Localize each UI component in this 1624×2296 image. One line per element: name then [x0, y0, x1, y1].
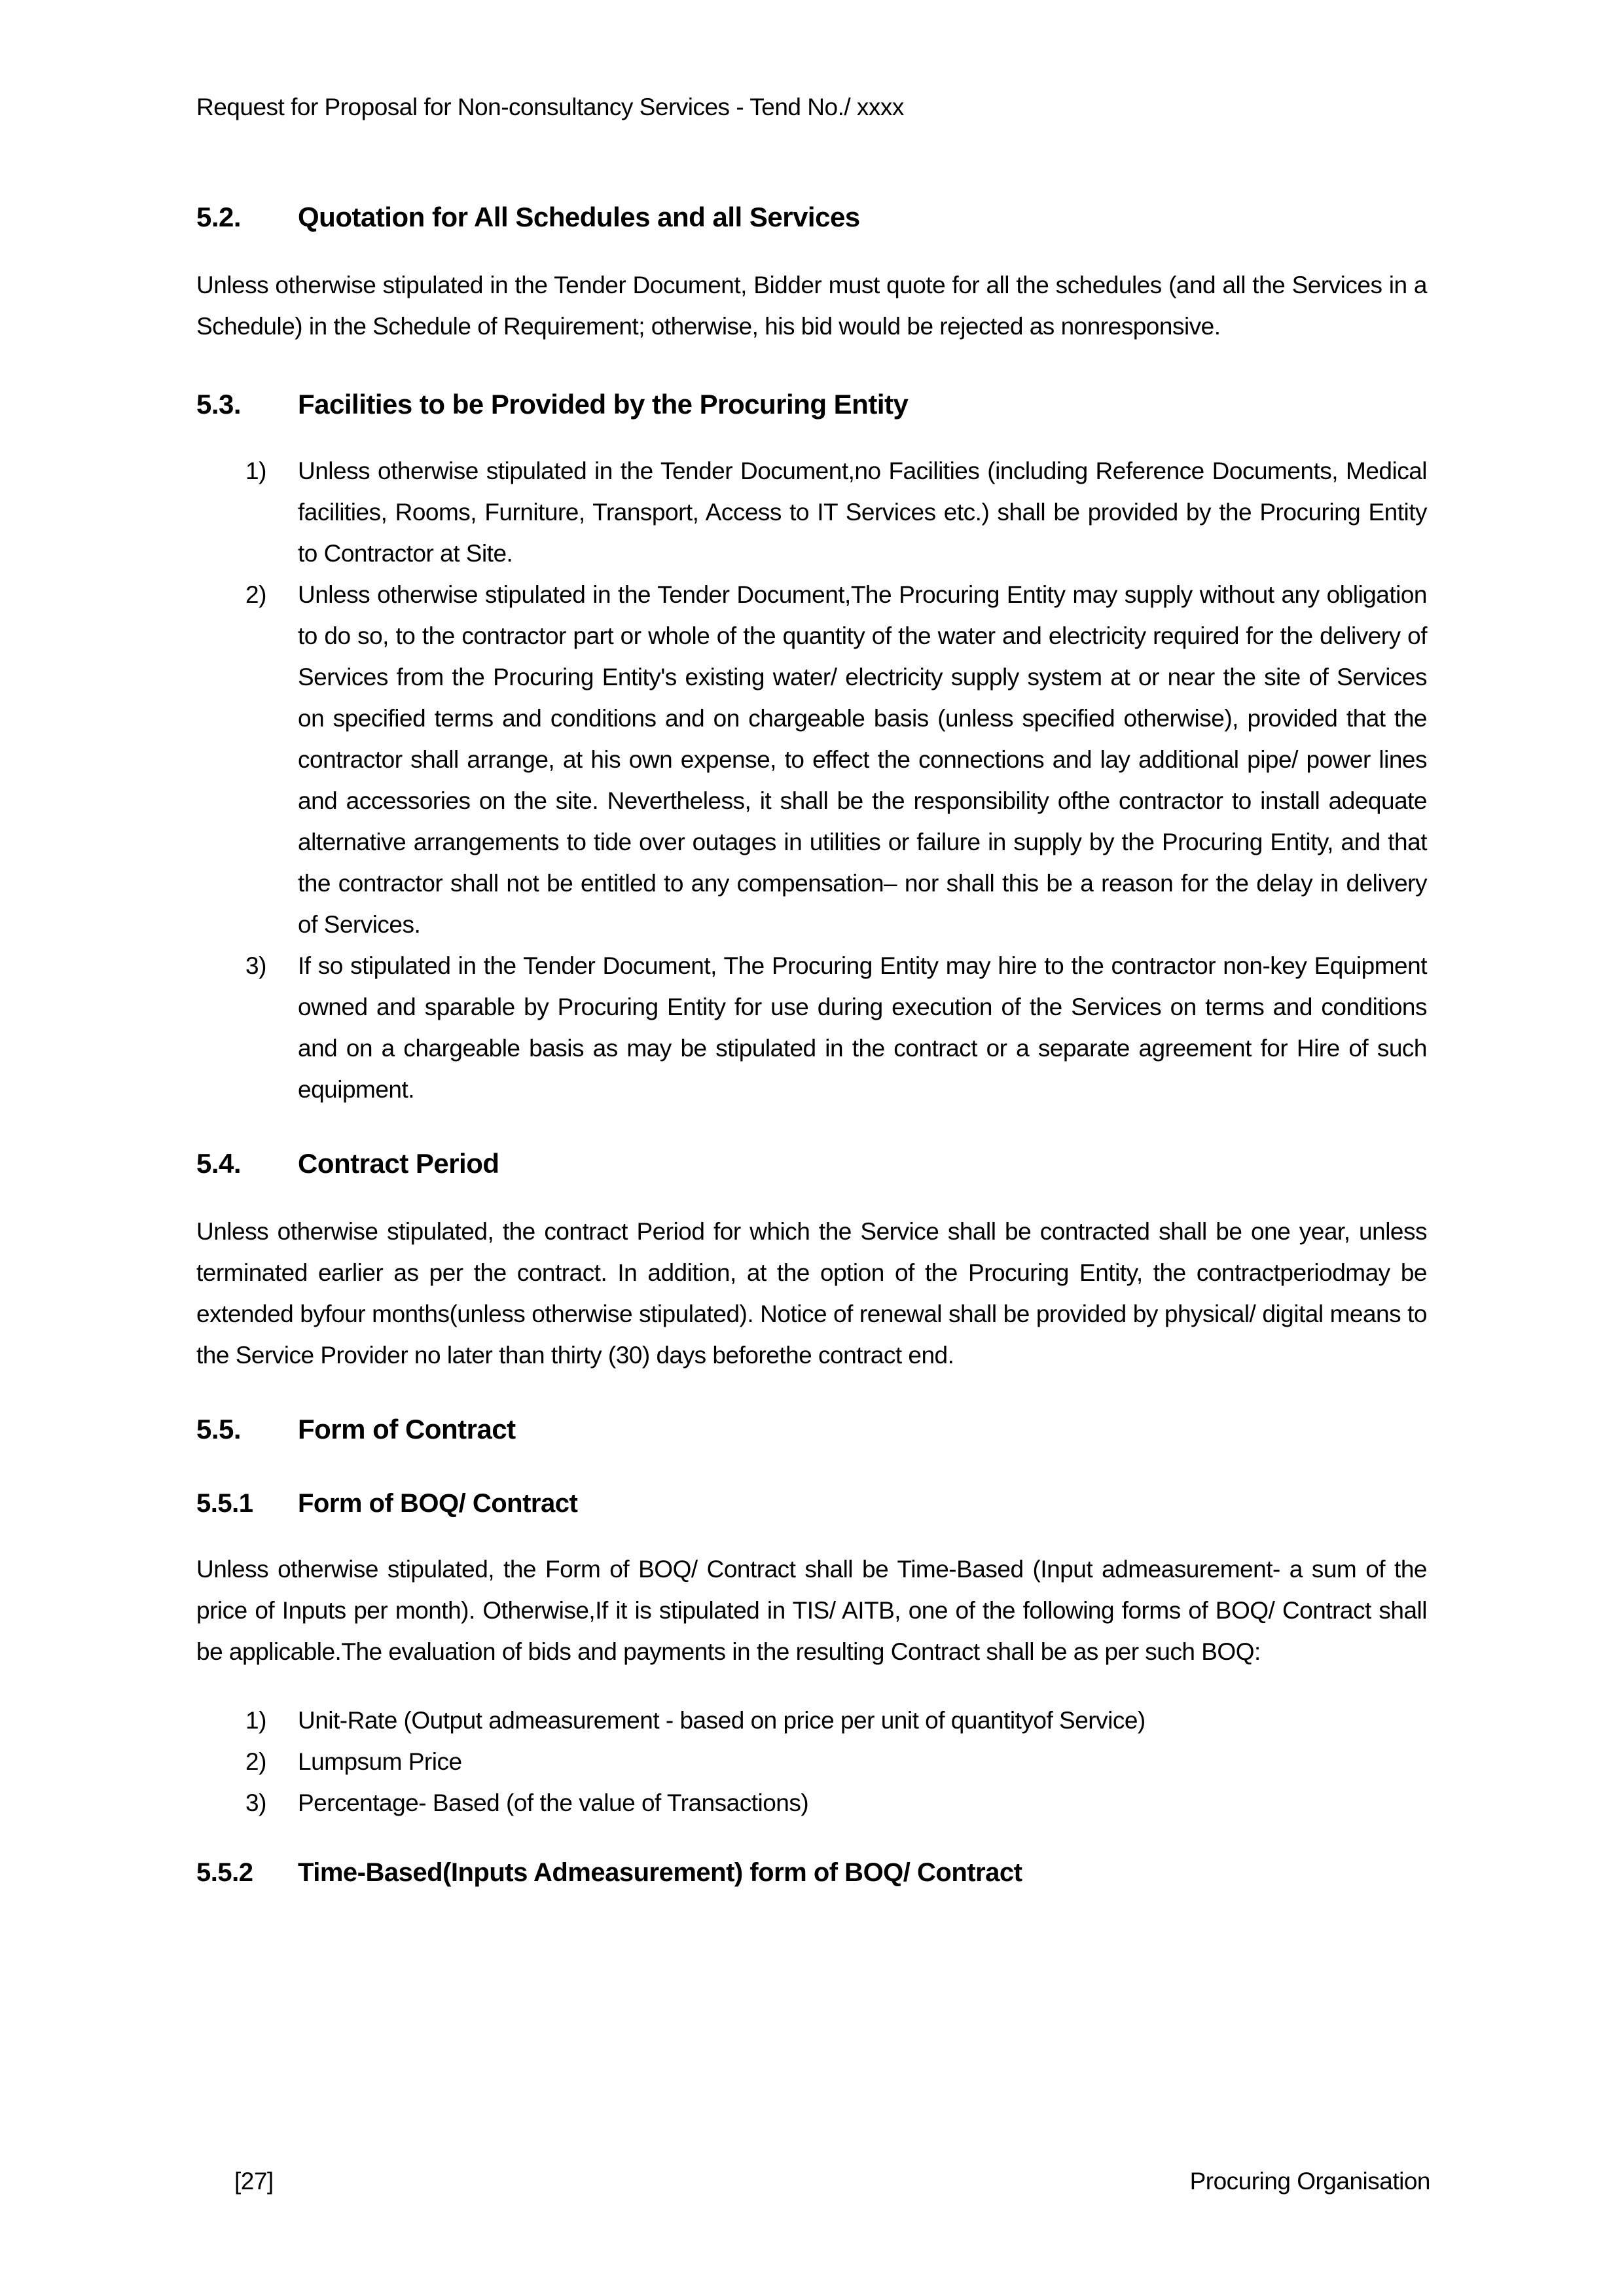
list-marker: 1) — [245, 457, 266, 484]
page-content — [196, 0, 1427, 1889]
section-5-4-heading — [196, 1147, 1427, 1181]
running-header: Request for Proposal for Non-consultancy Services - Tend No./ xxxx — [196, 94, 904, 120]
section-title: Contract Period — [298, 1148, 499, 1179]
list-item-text: Unless otherwise stipulated in the Tender Document,The Procuring Entity may supply without any obligation to do so, to the contractor part or whole of the quantity of the water and electricity required for the delivery of Services from the Procuring Entity's existing water/ electricity supply system at or near the site of Services on specified terms and conditions and on chargeable basis (unless specified otherwise), provided that the contractor shall arrange, at his own expense, to effect the connections and lay additional pipe/ power lines and accessories on the site. Nevertheless, it shall be the responsibility ofthe contractor to install adequate alternative arrangements to tide over outages in utilities or failure in supply by the Procuring Entity, and that the contractor shall not be entitled to any compensation– nor shall this be a reason for the delay in delivery of Services. — [298, 581, 1427, 938]
section-5-4-paragraph: Unless otherwise stipulated, the contract Period for which the Service shall be contracted shall be one year, unless terminated earlier as per the contract. In addition, at the option of the Procuring Entity, the contractperiodmay be extended byfour months(unless otherwise stipulated). Notice of renewal shall be provided by physical/ digital means to the Service Provider no later than thirty (30) days beforethe contract end. — [196, 1218, 1427, 1369]
list-item-text: Unless otherwise stipulated in the Tender Document,no Facilities (including Reference Documents, Medical facilities, Rooms, Furniture, Transport, Access to IT Services etc.) shall be provided by the Procuring Entity to Contractor at Site. — [298, 457, 1427, 567]
section-5-3-list — [245, 450, 1427, 1110]
section-number: 5.5. — [196, 1414, 242, 1444]
section-5-5-1-heading — [196, 1487, 1427, 1520]
section-title: Facilities to be Provided by the Procuring Entity — [298, 389, 909, 420]
section-5-5-heading — [196, 1412, 1427, 1446]
list-item-text: Percentage- Based (of the value of Transactions) — [298, 1789, 809, 1816]
section-title: Quotation for All Schedules and all Services — [298, 202, 860, 232]
section-number: 5.2. — [196, 202, 242, 232]
list-marker: 3) — [245, 1789, 266, 1816]
list-item — [245, 1782, 1427, 1823]
list-marker: 3) — [245, 952, 266, 979]
footer-organisation: Procuring Organisation — [1189, 2168, 1430, 2195]
section-5-5-1-list — [245, 1700, 1427, 1823]
section-5-5-2-heading — [196, 1856, 1427, 1889]
list-item — [245, 945, 1427, 1110]
list-marker: 2) — [245, 581, 266, 608]
section-number: 5.5.1 — [196, 1489, 253, 1518]
list-item — [245, 574, 1427, 945]
list-item-text: Unit-Rate (Output admeasurement - based on price per unit of quantityof Service) — [298, 1707, 1146, 1734]
section-title: Form of BOQ/ Contract — [298, 1489, 578, 1518]
section-5-2-paragraph: Unless otherwise stipulated in the Tender Document, Bidder must quote for all the schedules (and all the Services in a Schedule) in the Schedule of Requirement; otherwise, his bid would be rejected as nonresponsive. — [196, 272, 1427, 340]
section-number: 5.4. — [196, 1148, 242, 1179]
list-marker: 1) — [245, 1707, 266, 1734]
list-item — [245, 1741, 1427, 1782]
list-item-text: If so stipulated in the Tender Document, The Procuring Entity may hire to the contractor non-key Equipment owned and sparable by Procuring Entity for use during execution of the Services on terms and conditions and on a chargeable basis as may be stipulated in the contract or a separate agreement for Hire of such equipment. — [298, 952, 1427, 1103]
footer-page-number: [27] — [234, 2168, 274, 2195]
section-5-2-heading — [196, 200, 1427, 234]
section-title: Time-Based(Inputs Admeasurement) form of BOQ/ Contract — [298, 1858, 1022, 1887]
section-5-5-1-paragraph: Unless otherwise stipulated, the Form of BOQ/ Contract shall be Time-Based (Input admeasurement- a sum of the price of Inputs per month). Otherwise,If it is stipulated in TIS/ AITB, one of the following forms of BOQ/ Contract shall be applicable.The evaluation of bids and payments in the resulting Contract shall be as per such BOQ: — [196, 1556, 1427, 1665]
section-number: 5.3. — [196, 389, 242, 420]
list-item — [245, 1700, 1427, 1741]
list-item-text: Lumpsum Price — [298, 1748, 462, 1775]
section-number: 5.5.2 — [196, 1858, 253, 1887]
section-5-3-heading — [196, 387, 1427, 422]
list-marker: 2) — [245, 1748, 266, 1775]
list-item — [245, 450, 1427, 574]
section-title: Form of Contract — [298, 1414, 516, 1444]
